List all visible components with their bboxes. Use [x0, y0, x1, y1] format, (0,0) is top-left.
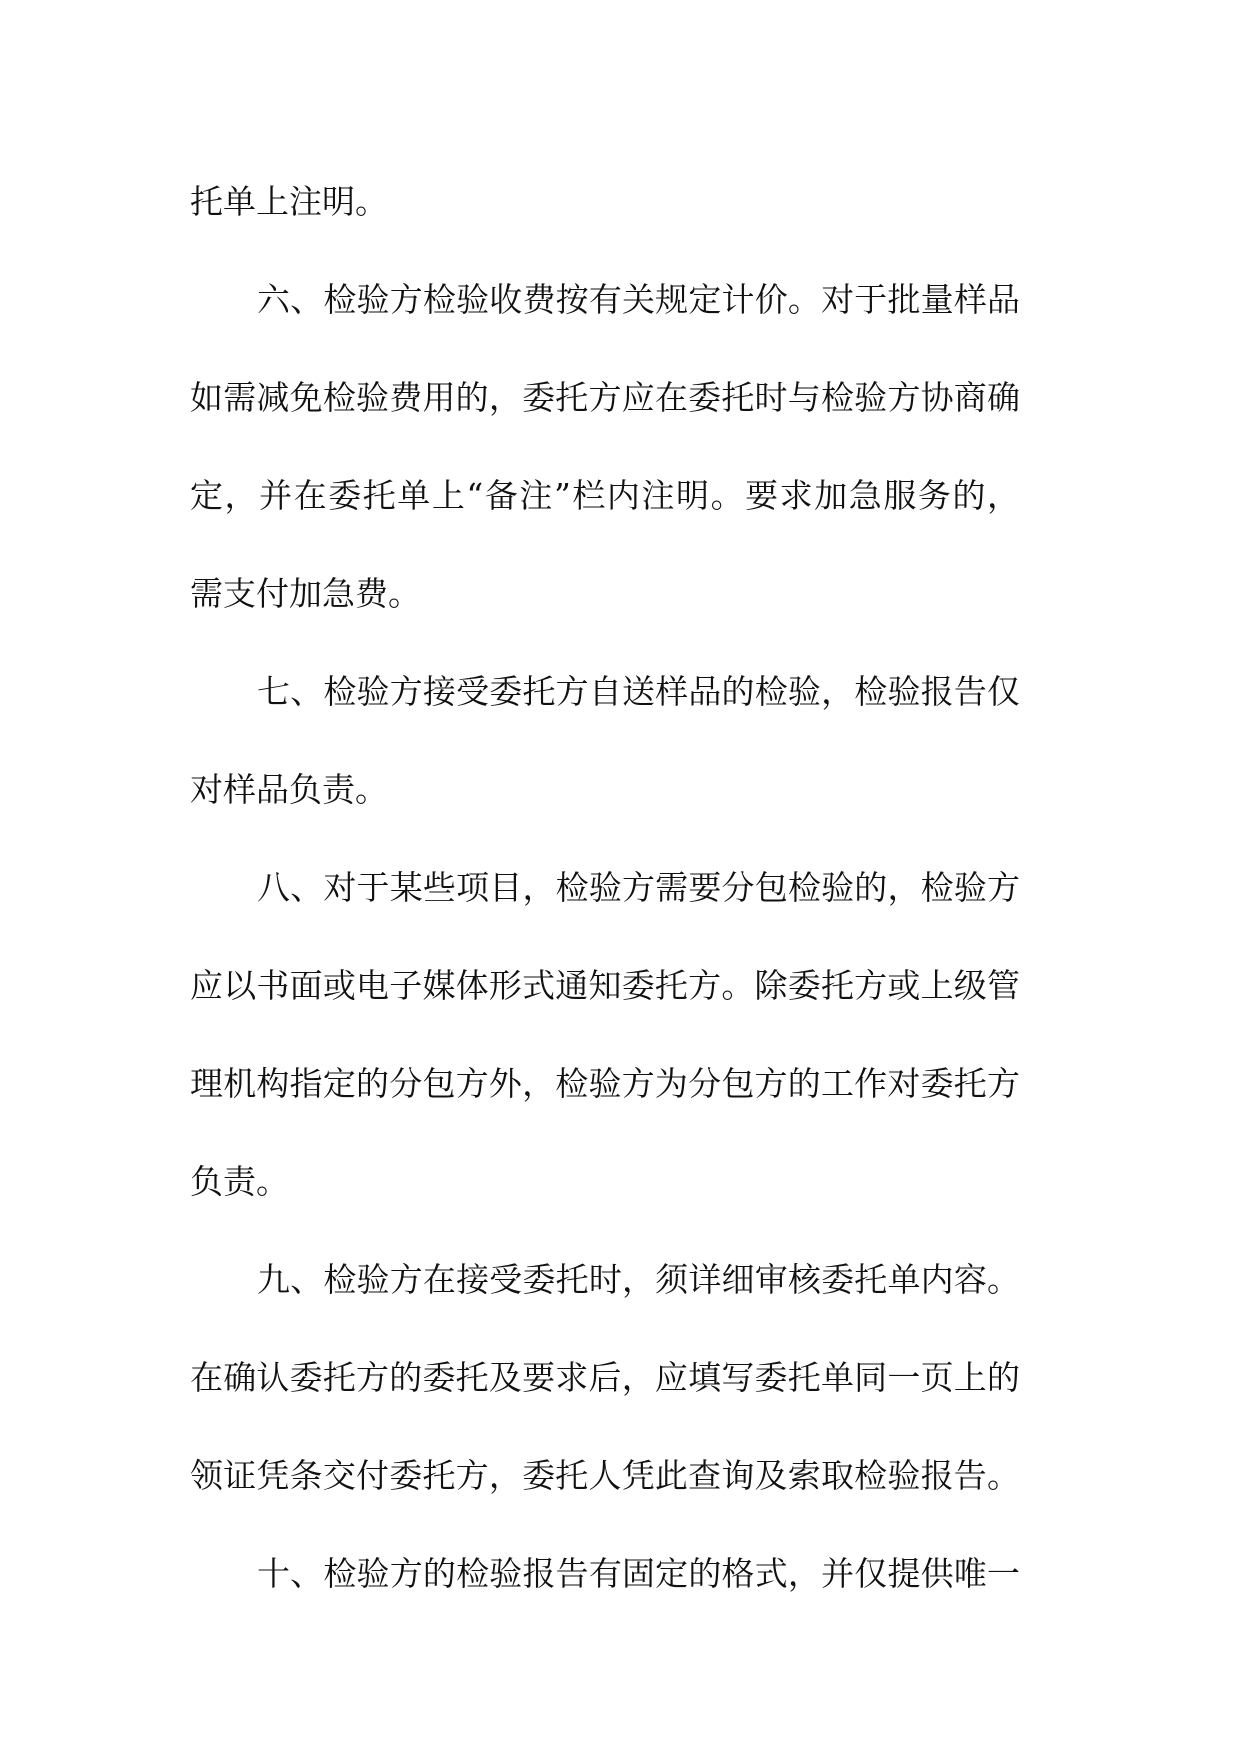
- paragraph-9-line-3: 领证凭条交付委托方，委托人凭此查询及索取检验报告。: [190, 1456, 1020, 1495]
- paragraph-8-line-2: 应以书面或电子媒体形式通知委托方。除委托方或上级管: [190, 966, 1020, 1005]
- paragraph-6-line-2: 如需减免检验费用的，委托方应在委托时与检验方协商确: [190, 378, 1020, 417]
- text-line: 托单上注明。: [190, 182, 388, 221]
- paragraph-8-line-4: 负责。: [190, 1162, 289, 1201]
- paragraph-10-line-1: 十、检验方的检验报告有固定的格式，并仅提供唯一: [257, 1554, 1020, 1593]
- paragraph-8-line-3: 理机构指定的分包方外，检验方为分包方的工作对委托方: [190, 1064, 1020, 1103]
- paragraph-6-line-3: 定，并在委托单上“备注”栏内注明。要求加急服务的，: [190, 476, 1020, 515]
- paragraph-8-line-1: 八、对于某些项目，检验方需要分包检验的，检验方: [257, 868, 1020, 907]
- paragraph-7-line-1: 七、检验方接受委托方自送样品的检验，检验报告仅: [257, 672, 1020, 711]
- paragraph-6-line-4: 需支付加急费。: [190, 574, 421, 613]
- paragraph-6-line-1: 六、检验方检验收费按有关规定计价。对于批量样品: [257, 280, 1020, 319]
- paragraph-7-line-2: 对样品负责。: [190, 770, 388, 809]
- paragraph-9-line-1: 九、检验方在接受委托时，须详细审核委托单内容。: [257, 1260, 1020, 1299]
- paragraph-9-line-2: 在确认委托方的委托及要求后，应填写委托单同一页上的: [190, 1358, 1020, 1397]
